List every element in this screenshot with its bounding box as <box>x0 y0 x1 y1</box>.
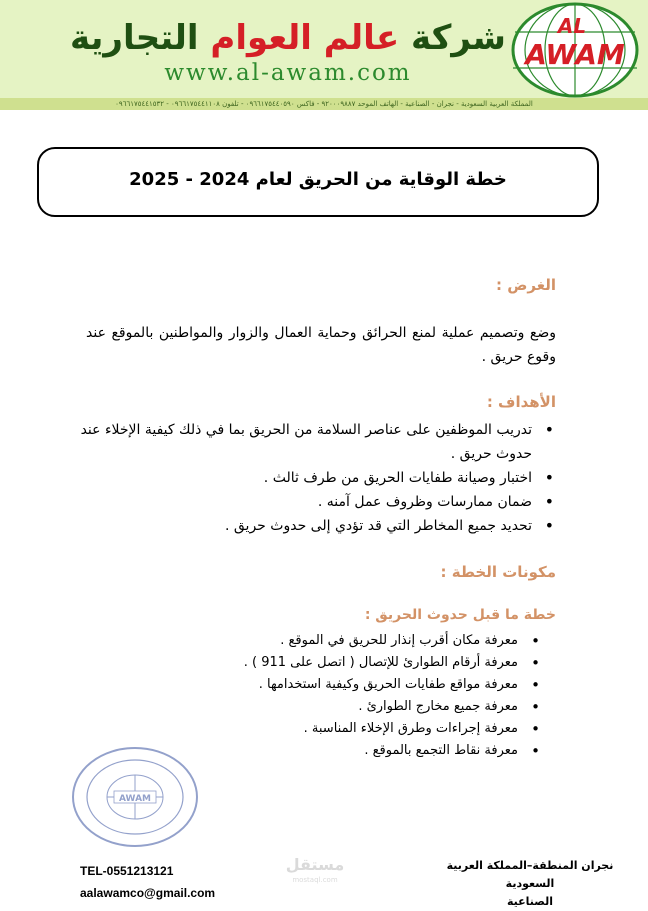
pre-fire-list <box>98 630 538 762</box>
components-heading: مكونات الخطة : <box>440 563 556 581</box>
company-name-word-2: عالم العوام <box>210 18 400 58</box>
company-name-word-3: التجارية <box>70 18 199 58</box>
goal-item: • تحديد جميع المخاطر التي قد تؤدي إلى حدوث حريق . <box>57 514 532 538</box>
goals-list <box>57 418 554 538</box>
goal-item: • ضمان ممارسات وظروف عمل آمنه . <box>57 490 532 514</box>
pre-fire-item: • معرفة جميع مخارج الطوارئ . <box>98 696 518 718</box>
watermark-text: مستقل <box>285 855 345 874</box>
pre-fire-item: • معرفة إجراءات وطرق الإخلاء المناسبة . <box>98 718 518 740</box>
footer-address-line-2: الصناعية <box>506 895 554 908</box>
footer-phone: TEL-0551213121 <box>80 864 174 878</box>
goal-item: • اختبار وصيانة طفايات الحريق من طرف ثالث . <box>57 466 532 490</box>
svg-text:mostaql.com: mostaql.com <box>292 876 338 884</box>
pre-fire-item: • معرفة نقاط التجمع بالموقع . <box>98 740 518 762</box>
pre-fire-heading: خطة ما قبل حدوث الحريق : <box>364 607 556 623</box>
purpose-text: وضع وتصميم عملية لمنع الحرائق وحماية العمال والزوار والمواطنين بالموقع عند وقوع حريق . <box>86 325 556 365</box>
contact-strip: المملكة العربية السعودية - نجران - الصناعية - الهاتف الموحد ٩٢٠٠٠٩٨٨٧ - فاكس ٠٩٦٦١٧٥٤٤٠٥٩٠ - تلفون ٠٩٦٦١٧٥٤٤١١٠٨ - ٠٩٦٦١٧٥٤٤١٥٣٢ <box>0 98 648 110</box>
logo-text-al: AL <box>557 14 587 38</box>
pre-fire-item: • معرفة مواقع طفايات الحريق وكيفية استخدامها . <box>98 674 518 696</box>
company-name <box>70 12 506 64</box>
company-name-word-1: شركة <box>411 18 506 58</box>
pre-fire-item: • معرفة أرقام الطوارئ للإتصال ( اتصل على 911 ) . <box>98 652 518 674</box>
purpose-heading: الغرض : <box>496 276 556 294</box>
company-logo <box>510 2 640 98</box>
stamp-logo-text: AWAM <box>118 794 152 804</box>
watermark <box>285 848 345 888</box>
footer-address-line-1: نجران المنطقة–المملكة العربية السعودية <box>446 859 614 890</box>
footer-email[interactable]: aalawamco@gmail.com <box>80 886 216 900</box>
pre-fire-item: • معرفة مكان أقرب إنذار للحريق في الموقع . <box>98 630 518 652</box>
footer-contact <box>80 860 215 904</box>
company-stamp <box>70 745 200 850</box>
logo-text-awam: AWAM <box>525 38 625 71</box>
goals-heading: الأهداف : <box>486 393 556 411</box>
footer-address <box>430 857 630 911</box>
goal-item: • تدريب الموظفين على عناصر السلامة من الحريق بما في ذلك كيفية الإخلاء عند حدوث حريق . <box>57 418 532 466</box>
title-box <box>37 147 599 217</box>
document-title: خطة الوقاية من الحريق لعام 2024 - 2025 <box>129 169 507 190</box>
website-link[interactable]: www.al-awam.com <box>164 60 412 86</box>
letterhead-header <box>0 0 648 100</box>
